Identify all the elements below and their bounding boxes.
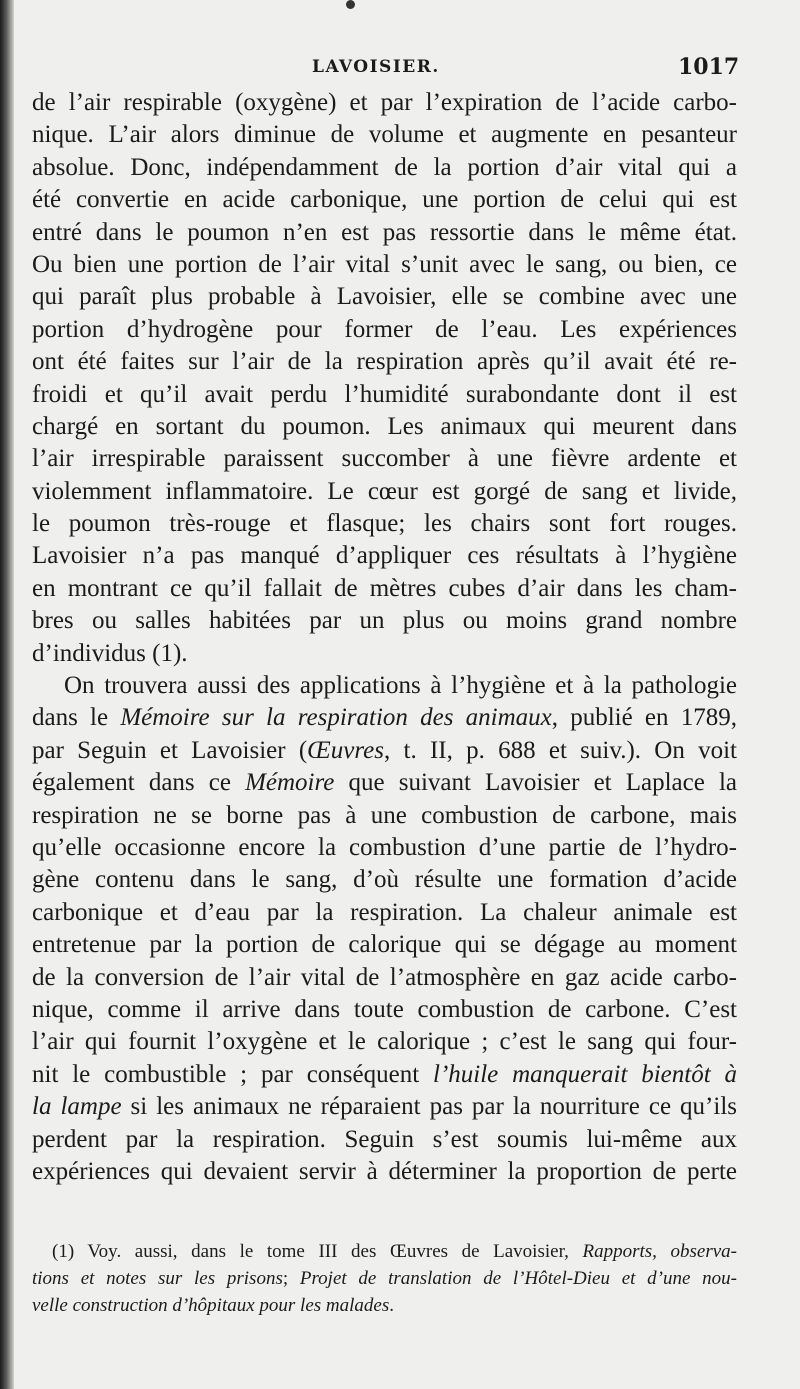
page-number: 1017 — [678, 54, 740, 80]
text-line: portion d’hydrogène pour former de l’eau. Les expériences — [32, 315, 737, 343]
text-run: si les animaux ne réparaient pas par la nourriture ce qu’ils — [121, 1093, 737, 1121]
text-run: (1) Voy. aussi, dans le tome III des Œuvres de Lavoisier, — [52, 1241, 583, 1262]
body-text — [32, 87, 737, 1188]
text-run: également dans ce — [32, 769, 246, 797]
italic-title: Projet de translation de l’Hôtel-Dieu et d’une nou- — [299, 1268, 738, 1289]
running-head: LAVOISIER. — [312, 57, 440, 77]
text-line: l’air qui fournit l’oxygène et le calorique ; c’est le sang qui four- — [32, 1028, 737, 1056]
text-line: d’individus (1). — [32, 639, 188, 667]
text-line: respiration ne se borne pas à une combustion de carbone, mais — [32, 801, 737, 829]
text-line: nique, comme il arrive dans toute combustion de carbone. C’est — [32, 995, 737, 1023]
text-line: perdent par la respiration. Seguin s’est soumis lui-même aux — [32, 1125, 737, 1153]
text-run: par Seguin et Lavoisier ( — [32, 736, 308, 764]
italic-title: Mémoire sur la respiration des animaux — [120, 704, 552, 732]
text-line: chargé en sortant du poumon. Les animaux qui meurent dans — [32, 412, 737, 440]
text-line: de l’air respirable (oxygène) et par l’expiration de l’acide carbo- — [32, 89, 737, 116]
text-run: . — [389, 1295, 394, 1316]
text-line: violemment inflammatoire. Le cœur est gorgé de sang et livide, — [32, 477, 737, 505]
text-line: carbonique et d’eau par la respiration. La chaleur animale est — [32, 898, 737, 926]
binding-shadow — [0, 0, 14, 1389]
text-line: froidi et qu’il avait perdu l’humidité surabondante dont il est — [32, 380, 737, 408]
text-line: expériences qui devaient servir à déterminer la proportion de perte — [32, 1157, 737, 1185]
text-line: de la conversion de l’air vital de l’atmosphère en gaz acide carbo- — [32, 963, 737, 991]
italic-title: Mémoire — [245, 769, 335, 797]
text-line-mixed — [32, 1059, 737, 1091]
text-line: qu’elle occasionne encore la combustion d’une partie de l’hydro- — [32, 833, 737, 861]
text-line-mixed — [32, 1091, 737, 1123]
text-line: qui paraît plus probable à Lavoisier, elle se combine avec une — [32, 283, 737, 311]
text-line: On trouvera aussi des applications à l’hygiène et à la pathologie — [64, 672, 737, 700]
text-line: ont été faites sur l’air de la respiration après qu’il avait été re- — [32, 348, 737, 376]
text-line: nique. L’air alors diminue de volume et augmente en pesanteur — [32, 121, 737, 149]
text-run: , publié en 1789, — [551, 704, 737, 732]
footnote — [32, 1238, 737, 1319]
text-line: gène contenu dans le sang, d’où résulte une formation d’acide — [32, 866, 737, 894]
text-line: l’air irrespirable paraissent succomber à une fièvre ardente et — [32, 445, 737, 473]
text-line-mixed — [32, 767, 737, 799]
text-line: Ou bien une portion de l’air vital s’unit avec le sang, ou bien, ce — [32, 250, 737, 278]
text-line-mixed — [32, 735, 737, 767]
footnote-line — [32, 1265, 737, 1292]
text-run: ; — [282, 1268, 300, 1289]
text-line: entré dans le poumon n’en est pas ressortie dans le même état. — [32, 218, 737, 246]
italic-title: velle construction d’hôpitaux pour les malades — [32, 1295, 390, 1316]
italic-quote: l’huile manquerait bientôt à — [433, 1060, 737, 1088]
text-line: été convertie en acide carbonique, une portion de celui qui est — [32, 186, 737, 214]
italic-title: tions et notes sur les prisons — [32, 1268, 283, 1289]
footnote-line — [32, 1292, 737, 1319]
footnote-line — [32, 1238, 737, 1265]
text-run: nit le combustible ; par conséquent — [32, 1060, 434, 1088]
italic-title: Rapports, observa- — [582, 1241, 737, 1262]
italic-quote: la lampe — [32, 1093, 122, 1121]
text-line: absolue. Donc, indépendamment de la portion d’air vital qui a — [32, 153, 737, 181]
text-line: en montrant ce qu’il fallait de mètres cubes d’air dans les cham- — [32, 574, 737, 602]
text-run: que suivant Lavoisier et Laplace la — [334, 769, 737, 797]
text-line: entretenue par la portion de calorique qui se dégage au moment — [32, 931, 737, 959]
text-line: le poumon très-rouge et flasque; les chairs sont fort rouges. — [32, 510, 737, 538]
text-line-mixed — [32, 702, 737, 734]
text-line: bres ou salles habitées par un plus ou moins grand nombre — [32, 607, 737, 635]
italic-title: Œuvres — [307, 736, 384, 764]
text-run: dans le — [32, 704, 121, 732]
text-line: Lavoisier n’a pas manqué d’appliquer ces résultats à l’hygiène — [32, 542, 737, 570]
text-run: , t. II, p. 688 et suiv.). On voit — [384, 736, 737, 764]
ink-dot — [346, 0, 355, 9]
